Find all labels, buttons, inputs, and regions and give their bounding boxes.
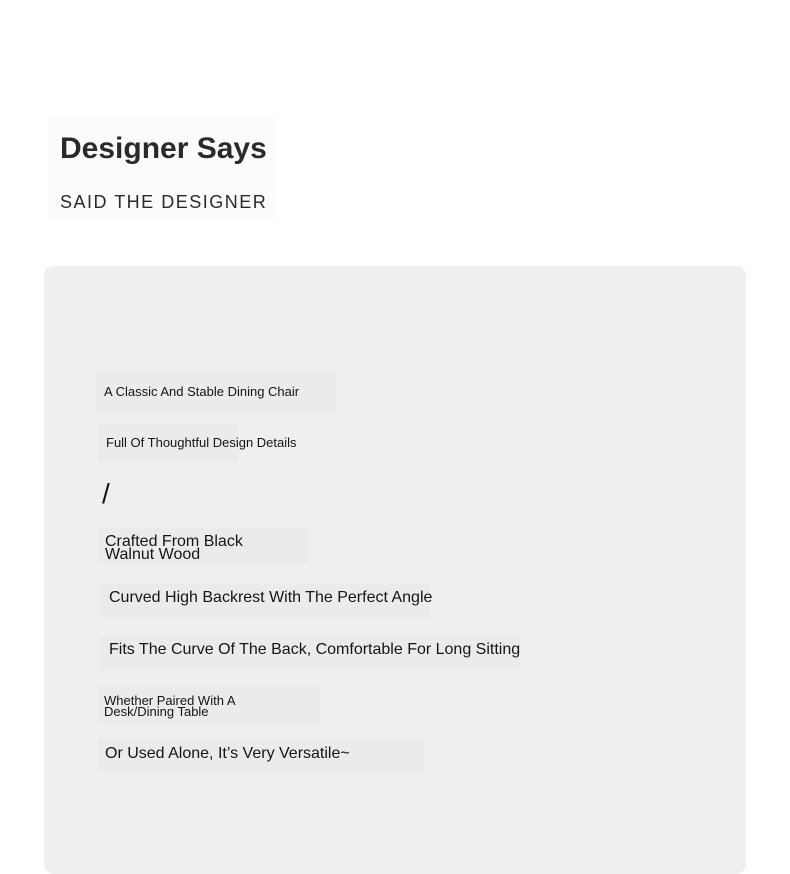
- description-line-2: Full Of Thoughtful Design Details: [106, 435, 297, 450]
- description-line-6a: Whether Paired With A: [104, 693, 236, 708]
- description-line-3b: Walnut Wood: [105, 546, 201, 563]
- description-line-5: Fits The Curve Of The Back, Comfortable For Long Sitting: [109, 641, 521, 658]
- description-line-1: A Classic And Stable Dining Chair: [104, 384, 300, 399]
- separator-slash: /: [102, 478, 110, 509]
- page-title: Designer Says: [60, 132, 267, 165]
- page-subtitle: SAID THE DESIGNER: [60, 192, 268, 212]
- description-line-3a: Crafted From Black: [105, 533, 243, 550]
- description-line-4: Curved High Backrest With The Perfect Angle: [109, 589, 433, 606]
- description-line-7: Or Used Alone, It’s Very Versatile~: [105, 745, 350, 762]
- description-line-6b: Desk/Dining Table: [104, 704, 209, 719]
- designer-quote-card: [44, 266, 746, 874]
